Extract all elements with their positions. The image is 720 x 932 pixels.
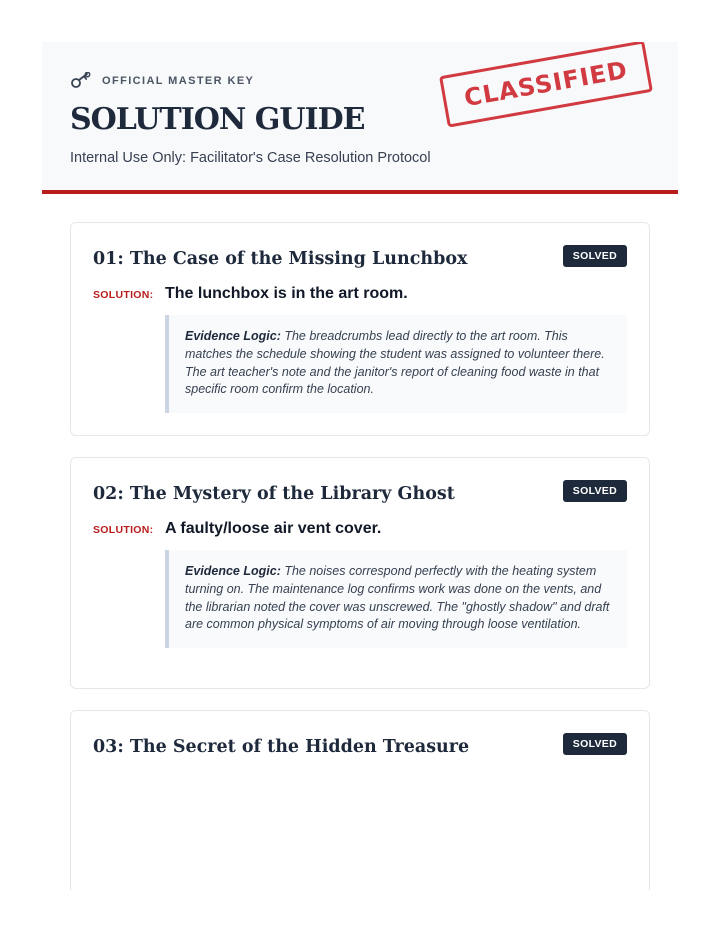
kicker-label: OFFICIAL MASTER KEY: [102, 75, 255, 87]
case-title: 02: The Mystery of the Library Ghost: [93, 484, 455, 504]
evidence-label: Evidence Logic:: [185, 329, 281, 343]
solution-text: The lunchbox is in the art room.: [165, 285, 408, 302]
case-card-2: [70, 457, 650, 689]
evidence-box: [165, 550, 627, 648]
evidence-text: The noises correspond perfectly with the heating system turning on. The maintenance log confirms work was done on the vents, and the librarian noted the cover was unscrewed. The "ghostly shadow" and draft are common physical symptoms of air moving through loose ventilation.: [185, 564, 610, 632]
case-title: 03: The Secret of the Hidden Treasure: [93, 737, 470, 757]
solution-row: [93, 285, 627, 303]
key-icon: [70, 72, 92, 90]
stamp-label: CLASSIFIED: [462, 55, 630, 113]
case-card-header: [93, 245, 627, 273]
evidence-box: [165, 315, 627, 413]
case-card-header: [93, 733, 627, 761]
case-card-header: [93, 480, 627, 508]
page-subtitle: Internal Use Only: Facilitator's Case Resolution Protocol: [70, 150, 431, 166]
status-badge: SOLVED: [563, 480, 627, 502]
solution-row: [93, 520, 627, 538]
status-badge: SOLVED: [563, 733, 627, 755]
solution-text: A faulty/loose air vent cover.: [165, 520, 382, 537]
page-title: SOLUTION GUIDE: [70, 102, 365, 137]
evidence-label: Evidence Logic:: [185, 564, 281, 578]
case-card-1: [70, 222, 650, 436]
status-badge: SOLVED: [563, 245, 627, 267]
case-card-3: [70, 710, 650, 890]
guide-header: [42, 42, 678, 194]
solution-guide-page: [42, 42, 678, 890]
solution-label: SOLUTION:: [93, 289, 154, 301]
solution-label: SOLUTION:: [93, 524, 154, 536]
evidence-text: The breadcrumbs lead directly to the art room. This matches the schedule showing the student was assigned to volunteer there. The art teacher's note and the janitor's report of cleaning food waste in that specific room confirm the location.: [185, 329, 605, 397]
case-title: 01: The Case of the Missing Lunchbox: [93, 249, 468, 269]
